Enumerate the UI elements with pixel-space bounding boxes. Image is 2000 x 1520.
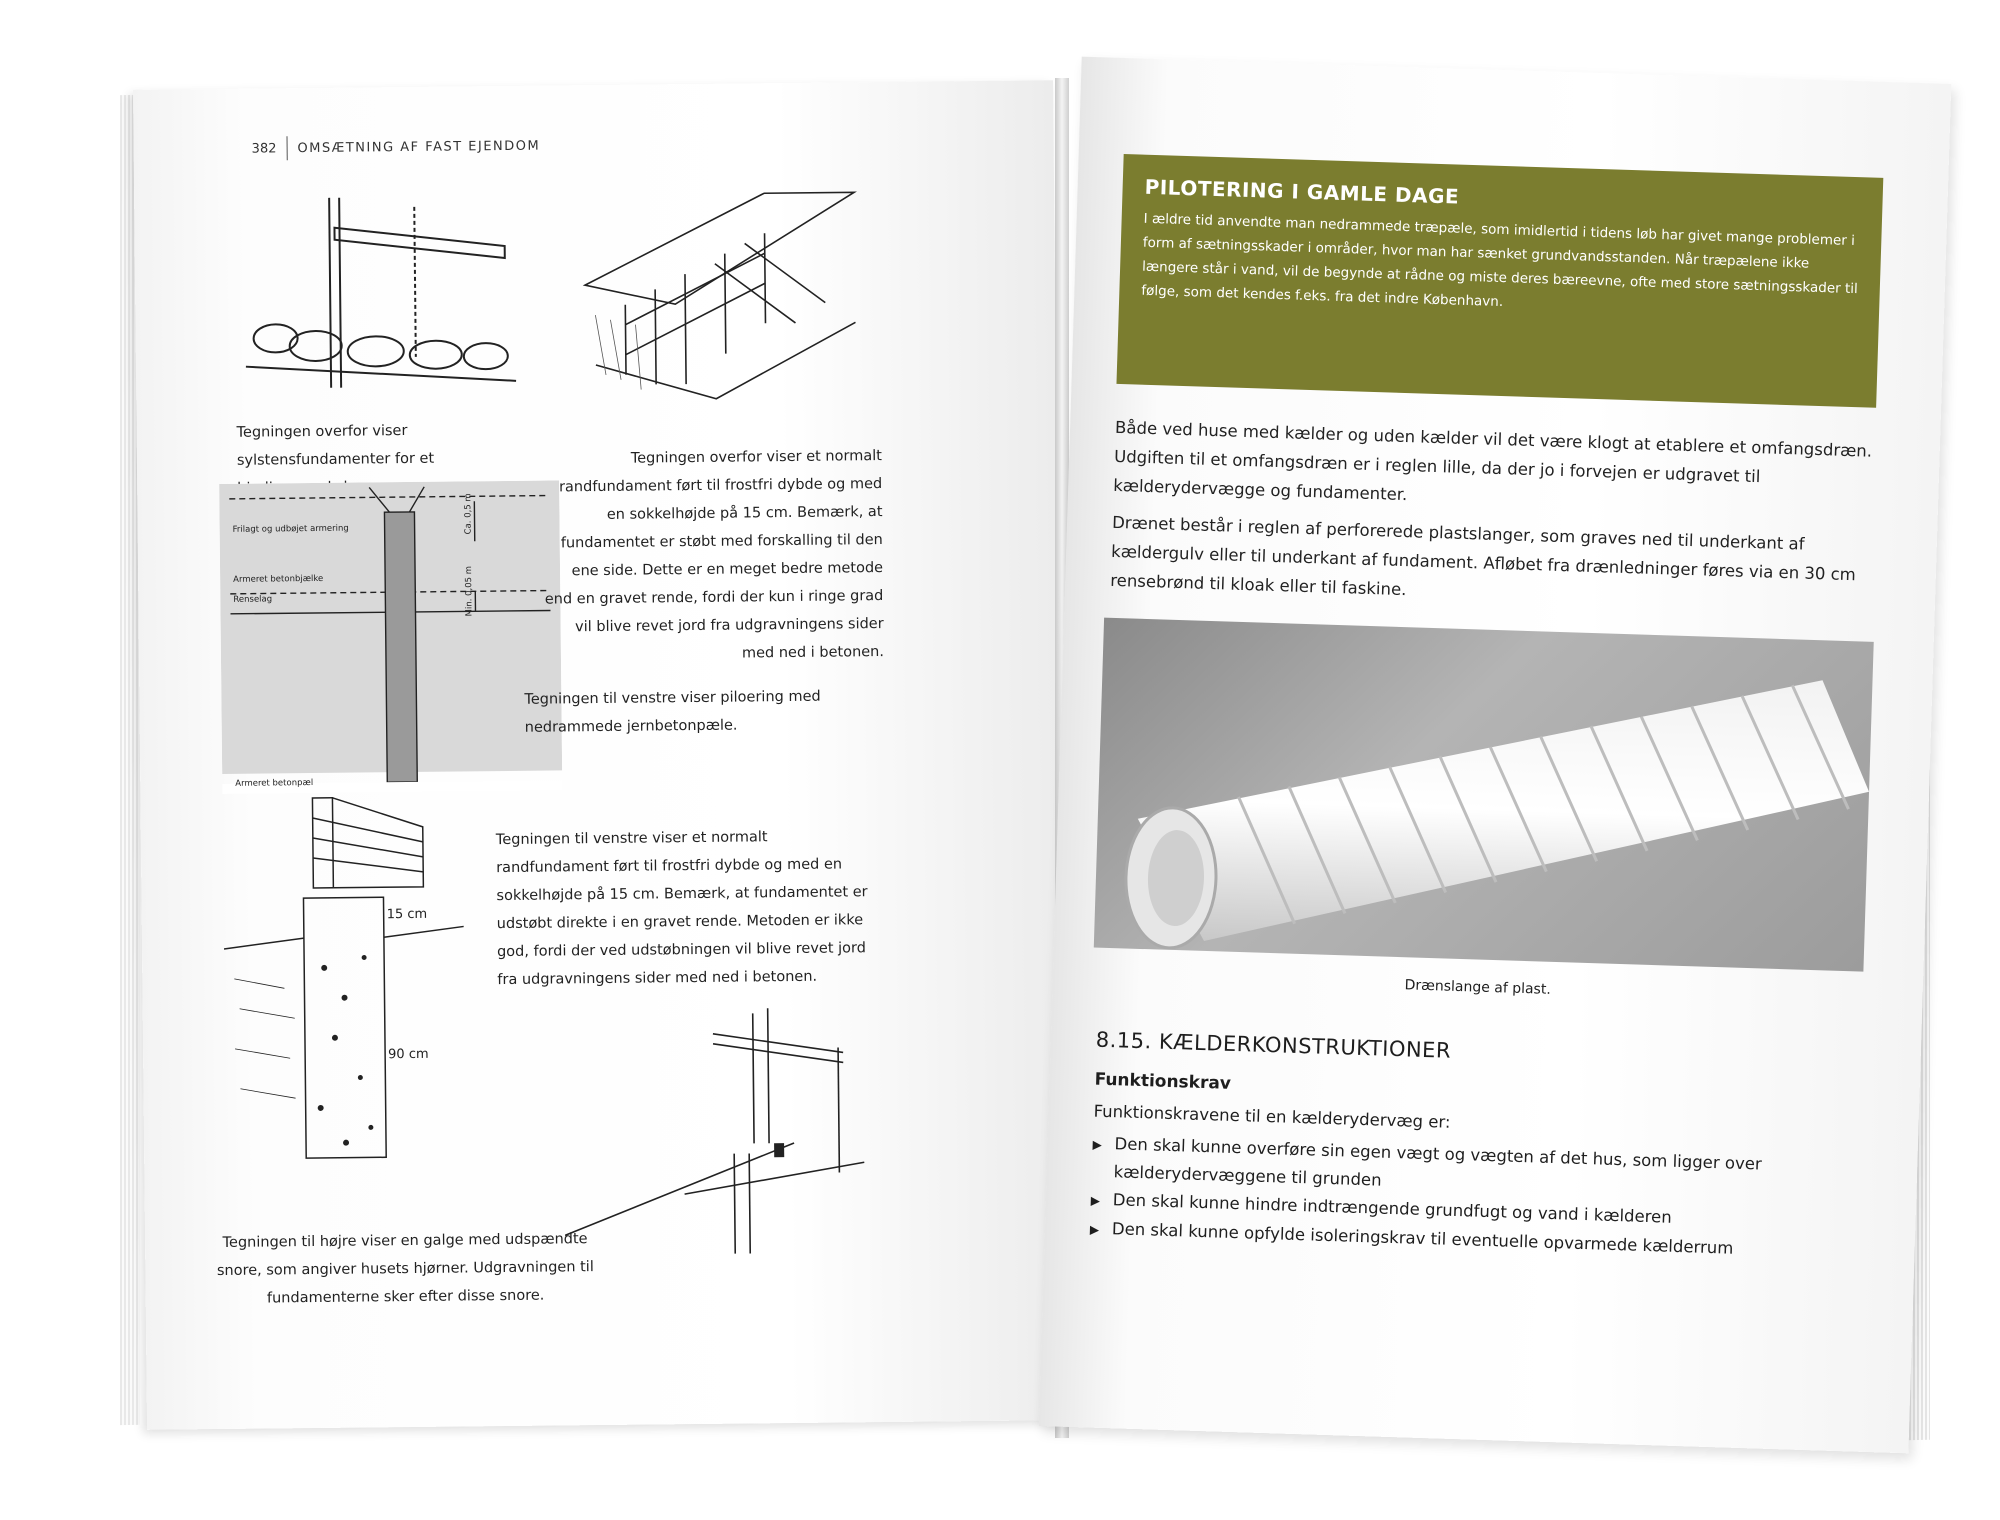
requirements-list <box>1089 1130 1862 1268</box>
label-armeret-betonpael: Armeret betonpæl <box>235 778 314 789</box>
drain-pipe-photo <box>1094 618 1874 972</box>
label-renselag: Renselag <box>233 594 273 605</box>
paragraph-omfangsdraen: Både ved huse med kælder og uden kælder vil det være klogt at etablere et omfangsdræn. Udgiften til et omfangsdræn er i reglen lille, da der jo i forvejen er udgravet til kælderydervægge og fundamenter. <box>1112 417 1873 505</box>
subheading: Funktionskrav <box>1094 1069 1232 1094</box>
caption-randfundament-forskalling: Tegningen overfor viser et normalt randfundament ført til frostfri dybde og med en sokkelhøjde på 15 cm. Bemærk, at fundamentet er støbt med forskalling til den ene side. Dette er en meget bedre metode end en gravet rende, fordi der kun i ringe grad vil blive revet jord fra udgravningens sider med ned i betonen. <box>544 448 885 662</box>
caption-galge: Tegningen til højre viser en galge med udspændte snore, som angiver husets hjørner. Udgravningen til fundamenterne sker efter disse snore. <box>216 1231 594 1307</box>
requirement-text: Den skal kunne hindre indtrængende grundfugt og vand i kælderen <box>1112 1190 1673 1227</box>
label-armeret-betonbjaelke: Armeret betonbjælke <box>233 573 324 585</box>
sylsten-foundation-drawing <box>234 186 526 394</box>
label-depth-min: Min. 0,05 m <box>464 565 475 617</box>
right-page <box>1039 57 1952 1454</box>
requirement-text: Den skal kunne overføre sin egen vægt og vægten af det hus, som ligger over kælderydervæggene til grunden <box>1113 1134 1762 1190</box>
sidebar-box-text: I ældre tid anvendte man nedrammede træpæle, som imidlertid i tidens løb har givet mange problemer i form af sætningsskader i områder, hvor man har sænket grundvandsstanden. Når træpælene ikke længere står i vand, vil de begynde at rådne og miste deres bæreevne, ofte med store sætningsskader til følge, som det kendes f.eks. fra det indre København. <box>1141 210 1859 311</box>
photo-caption: Drænslange af plast. <box>1404 977 1552 998</box>
triangle-bullet-icon: ▶ <box>1092 1137 1103 1152</box>
label-15cm: 15 cm <box>386 906 428 923</box>
list-intro: Funktionskravene til en kælderydervæg er: <box>1093 1101 1451 1132</box>
section-heading: 8.15. KÆLDERKONSTRUKTIONER <box>1095 1027 1452 1063</box>
running-head-divider <box>286 136 287 160</box>
brick-foundation-drawing <box>222 786 466 1178</box>
formwork-foundation-drawing <box>564 172 866 405</box>
caption-randfundament-rende: Tegningen til venstre viser et normalt randfundament ført til frostfri dybde og med en sokkelhøjde på 15 cm. Bemærk, at fundamentet er udstøbt direkte i en gravet rende. Metoden er ikke god, fordi der ved udstøbningen vil blive revet jord fra udgravningens sider med ned i betonen. <box>495 829 868 989</box>
caption-sylsten: Tegningen overfor viser sylstensfundamenter for et <box>236 422 435 469</box>
left-page-number: 382 <box>251 140 277 157</box>
left-page <box>133 80 1067 1430</box>
requirement-text: Den skal kunne opfylde isoleringskrav til eventuelle opvarmede kælderrum <box>1111 1219 1734 1258</box>
triangle-bullet-icon: ▶ <box>1089 1222 1100 1237</box>
caption-piloering: Tegningen til venstre viser piloering med nedrammede jernbetonpæle. <box>524 688 821 736</box>
sidebar-box-pilotering <box>1116 154 1883 408</box>
label-90cm: 90 cm <box>388 1046 429 1063</box>
sidebar-box-title: PILOTERING I GAMLE DAGE <box>1144 174 1460 209</box>
triangle-bullet-icon: ▶ <box>1090 1193 1101 1208</box>
left-running-head-title: OMSÆTNING AF FAST EJENDOM <box>297 138 541 156</box>
drain-pipe-illustration <box>1094 618 1874 972</box>
paragraph-draenet: Drænet består i reglen af perforerede plastslanger, som graves ned til underkant af kældergulv eller til underkant af fundament. Afløbet fra drænledninger føres via en 30 cm rensebrønd til kloak eller til faskine. <box>1109 512 1857 600</box>
label-frilagt-armering: Frilagt og udbøjet armering <box>232 523 349 535</box>
label-depth-0-5: Ca. 0,5 m <box>463 493 474 535</box>
galge-drawing <box>563 992 886 1265</box>
left-running-head <box>252 134 541 161</box>
